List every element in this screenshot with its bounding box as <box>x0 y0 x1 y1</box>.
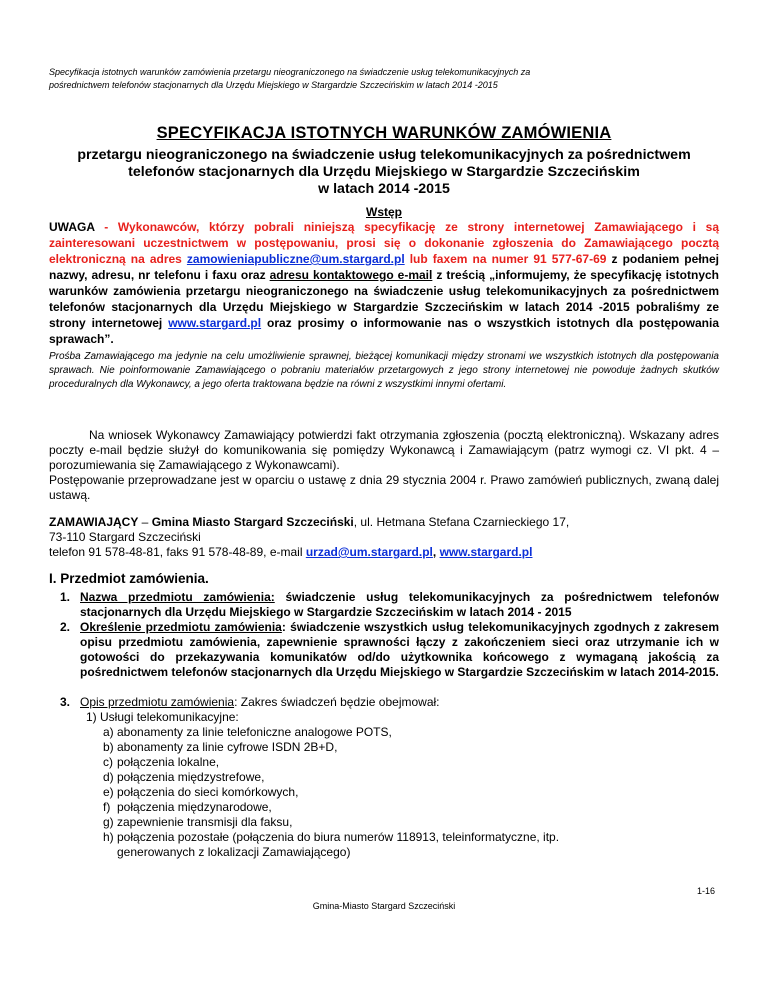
running-footer: Gmina-Miasto Stargard Szczeciński <box>312 901 456 911</box>
subtitle-line-3: w latach 2014 -2015 <box>318 181 450 197</box>
section-1-heading <box>49 571 209 586</box>
running-header <box>49 66 739 92</box>
authority-website-link[interactable]: www.stargard.pl <box>439 545 533 559</box>
sub-item-1-label: Usługi telekomunikacyjne: <box>100 710 239 724</box>
uwaga-notice <box>49 219 719 347</box>
letter-item: g) zapewnienie transmisji dla faksu, <box>103 815 293 829</box>
procedure-paragraph <box>49 428 719 503</box>
authority-address: , ul. Hetmana Stefana Czarnieckiego 17, <box>353 515 570 529</box>
website-link[interactable]: www.stargard.pl <box>168 316 262 330</box>
list-item-2-text: : świadczenie wszystkich usług telekomunikacyjnych zgodnych z zakresem opisu przedmiotu zamówienia, zapewnienie sprawności łączy z zakończeniem sieci oraz utrzymanie ich w gotowości do przekazywania komunikatów od/do użytkownika końcowego z wymaganą jakością za pośrednictwem telefonów stacjonarnych dla Urzędu Miejskiego w Stargardzie Szczecińskim w latach 2014-2015. <box>80 620 719 679</box>
uwaga-underlined-text: adresu kontaktowego e-mail <box>269 268 433 282</box>
contracting-authority <box>49 515 719 560</box>
authority-city: 73-110 Stargard Szczeciński <box>49 530 201 544</box>
section-1-list <box>49 590 719 860</box>
list-item-1 <box>49 590 719 620</box>
list-item-1-number: 1. <box>60 590 71 604</box>
section-1-title: . Przedmiot zamówienia. <box>52 571 209 586</box>
letter-item: h) połączenia pozostałe (połączenia do biura numerów 118913, teleinformatyczne, itp. generowanych z lokalizacji Zamawiającego) <box>103 830 560 859</box>
document-subtitle <box>49 147 719 198</box>
uwaga-text-2: z treścią „informujemy, że specyfikację istotnych warunków zamówienia przetargu nieograniczonego na świadczenie usług telekomunikacyjnych za pośrednictwem telefonów stacjonarnych dla Urzędu Miejskiego w Stargardzie Szczecińskim w latach 2014 -2015 pobraliśmy ze strony internetowej <box>49 268 720 330</box>
list-item-3-label: Opis przedmiotu zamówienia <box>80 695 235 709</box>
list-item-2 <box>49 620 719 680</box>
authority-separator: , <box>432 545 440 559</box>
list-item-3-text: : Zakres świadczeń będzie obejmował: <box>234 695 440 709</box>
uwaga-red-text-1: - Wykonawców, którzy pobrali niniejszą specyfikację ze strony internetowej Zamawiającego i są zainteresowani uczestnictwem w postępowaniu, prosi się o dokonanie zgłoszenia do Zamawiającego pocztą elektroniczną na adres <box>49 220 719 266</box>
list-item-2-number: 2. <box>60 620 71 634</box>
letter-item: d) połączenia międzystrefowe, <box>103 770 265 784</box>
uwaga-text-1: z podaniem pełnej nazwy, adresu, nr telefonu i faxu oraz <box>49 252 719 282</box>
letter-item: b) abonamenty za linie cyfrowe ISDN 2B+D, <box>103 740 338 754</box>
procedure-paragraph-2: Postępowanie przeprowadzane jest w oparciu o ustawę z dnia 29 stycznia 2004 r. Prawo zamówień publicznych, zwaną dalej ustawą. <box>49 473 719 502</box>
subtitle-line-1: przetargu nieograniczonego na świadczenie usług telekomunikacyjnych za pośrednictwem <box>77 147 691 163</box>
list-item-1-label: Nazwa przedmiotu zamówienia: <box>80 590 275 604</box>
authority-contact-line <box>49 545 719 560</box>
tender-email-link[interactable]: zamowieniapubliczne@um.stargard.pl <box>186 252 405 266</box>
sub-item-1-number: 1) <box>86 710 97 724</box>
sub-item-1 <box>49 710 719 725</box>
letter-item: a) abonamenty za linie telefoniczne analogowe POTS, <box>103 725 392 739</box>
authority-dash: – <box>138 515 152 529</box>
authority-name: Gmina Miasto Stargard Szczeciński <box>151 515 354 529</box>
uwaga-red-text-2: lub faxem na numer 91 577-67-69 <box>404 252 607 266</box>
letter-list <box>49 725 719 860</box>
procedure-paragraph-1 <box>49 428 719 473</box>
list-item-2-label: Określenie przedmiotu zamówienia <box>80 620 282 634</box>
letter-item: c) połączenia lokalne, <box>103 755 220 769</box>
list-item-3 <box>49 695 719 710</box>
header-line-2: pośrednictwem telefonów stacjonarnych dla Urzędu Miejskiego w Stargardzie Szczecińskim w latach 2014 -2015 <box>49 80 498 90</box>
list-item-3-number: 3. <box>60 695 71 709</box>
authority-contact: telefon 91 578-48-81, faks 91 578-48-89, e-mail <box>49 545 306 559</box>
document-title: SPECYFIKACJA ISTOTNYCH WARUNKÓW ZAMÓWIENIA <box>156 124 612 142</box>
header-line-1: Specyfikacja istotnych warunków zamówienia przetargu nieograniczonego na świadczenie usług telekomunikacyjnych za <box>49 67 531 77</box>
authority-line-1 <box>49 515 719 530</box>
letter-item: f) połączenia międzynarodowe, <box>103 800 272 814</box>
procedure-text-1: Na wniosek Wykonawcy Zamawiający potwierdzi fakt otrzymania zgłoszenia (pocztą elektroniczną). Wskazany adres poczty e-mail będzie służył do komunikowania się pomiędzy Wykonawcą i Zamawiającym (patrz wymogi cz. VI pkt. 4 – porozumiewania się Zamawiającego z Wykonawcami). <box>49 428 719 472</box>
section-1-number: I <box>49 571 53 586</box>
uwaga-label: UWAGA <box>49 220 95 234</box>
section-heading-wstep: Wstęp <box>366 205 402 219</box>
list-item-1-text: świadczenie usług telekomunikacyjnych za pośrednictwem telefonów stacjonarnych dla Urzędu Miejskiego w Stargardzie Szczecińskim w latach 2014 - 2015 <box>80 590 720 619</box>
request-note: Prośba Zamawiającego ma jedynie na celu umożliwienie sprawnej, bieżącej komunikacji między stronami we wszystkich istotnych dla postępowania sprawach. Nie poinformowanie Zamawiającego o pobraniu materiałów przetargowych z jego strony internetowej nie powoduje żadnych skutków proceduralnych dla Wykonawcy, a jego oferta traktowana będzie na równi z wszystkimi innymi ofertami. <box>49 351 719 390</box>
page-number: 1-16 <box>697 886 716 896</box>
letter-item: e) połączenia do sieci komórkowych, <box>103 785 299 799</box>
authority-label: ZAMAWIAJĄCY <box>49 515 139 529</box>
subtitle-line-2: telefonów stacjonarnych dla Urzędu Miejskiego w Stargardzie Szczecińskim <box>128 164 640 180</box>
uwaga-text-3: oraz prosimy o informowanie nas o wszystkich istotnych dla postępowania sprawach”. <box>49 316 719 346</box>
authority-email-link[interactable]: urzad@um.stargard.pl <box>305 545 433 559</box>
